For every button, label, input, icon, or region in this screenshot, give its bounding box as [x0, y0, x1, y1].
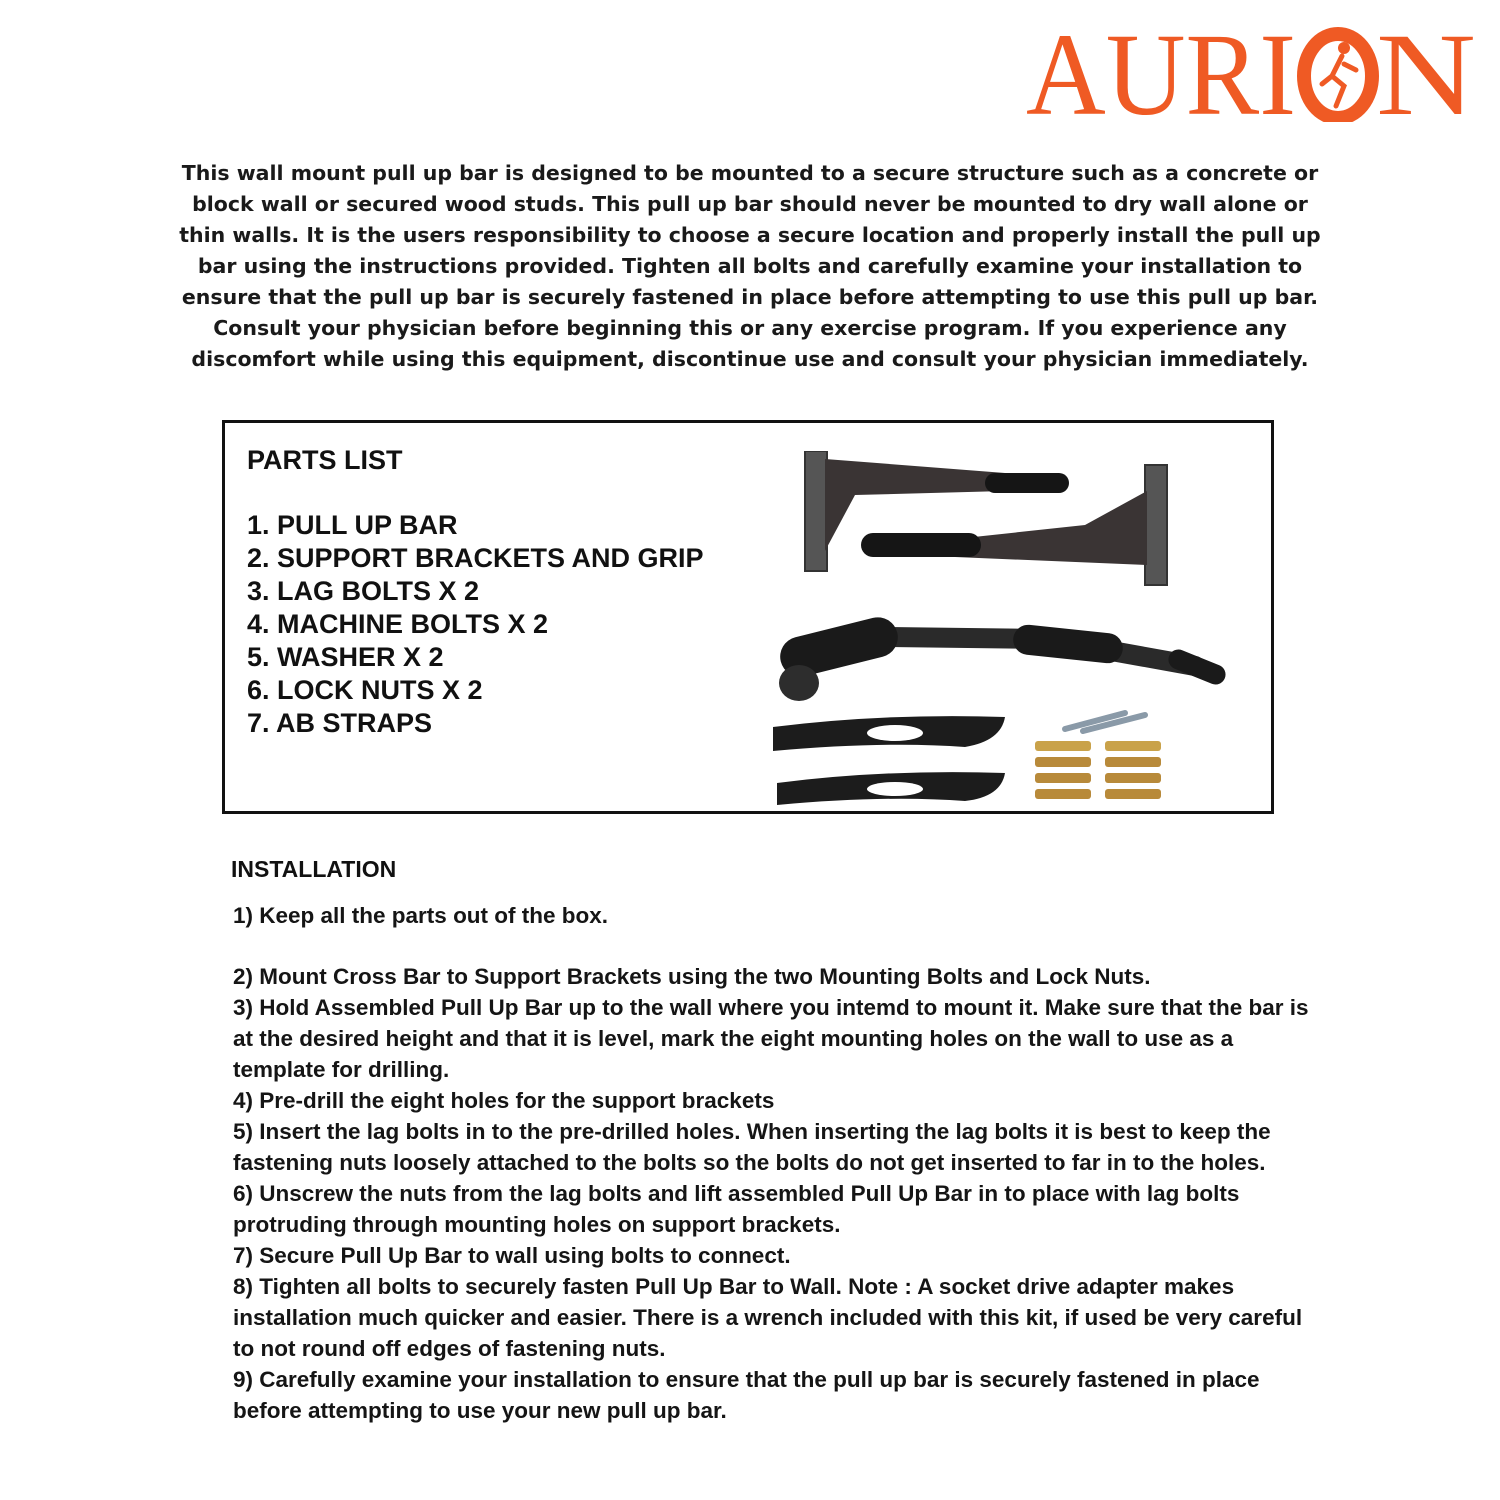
- list-item: 6. LOCK NUTS X 2: [247, 675, 483, 705]
- machine-bolts-icon: [1065, 713, 1145, 731]
- list-item: 9) Carefully examine your installation to ensure that the pull up bar is securely fastened in place before attempting to use your new pull up bar.: [233, 1367, 1260, 1423]
- list-item: 4) Pre-drill the eight holes for the support brackets: [233, 1088, 775, 1113]
- list-item: 4. MACHINE BOLTS X 2: [247, 609, 549, 639]
- list-item: 1. PULL UP BAR: [247, 510, 458, 540]
- aurion-logo: [1026, 14, 1478, 122]
- list-item: 1) Keep all the parts out of the box.: [233, 903, 609, 928]
- list-item: 7) Secure Pull Up Bar to wall using bolts to connect.: [233, 1243, 791, 1268]
- pull-up-bar-icon: [776, 613, 1229, 701]
- ab-strap-icon: [777, 772, 1005, 805]
- list-item: 8) Tighten all bolts to securely fasten Pull Up Bar to Wall. Note : A socket drive adapter makes installation much quicker and easier. There is a wrench included with this kit, if used be very careful to not round off edges of fastening nuts.: [233, 1274, 1303, 1361]
- ab-strap-icon: [773, 716, 1005, 751]
- installation-steps: [233, 900, 1323, 1426]
- list-item: 5) Insert the lag bolts in to the pre-drilled holes. When inserting the lag bolts it is best to keep the fastening nuts loosely attached to the bolts so the bolts do not get inserted to far in to the holes.: [233, 1119, 1271, 1175]
- installation-title: INSTALLATION: [231, 856, 397, 882]
- list-item: 2) Mount Cross Bar to Support Brackets using the two Mounting Bolts and Lock Nuts.: [233, 964, 1151, 989]
- parts-list: [247, 509, 704, 740]
- parts-illustration: [765, 451, 1255, 806]
- logo-o-figure-icon: [1304, 34, 1372, 118]
- list-item: 6) Unscrew the nuts from the lag bolts and lift assembled Pull Up Bar in to place with lag bolts protruding through mounting holes on support brackets.: [233, 1181, 1240, 1237]
- svg-text:AURI: AURI: [1026, 14, 1296, 122]
- parts-list-title: PARTS LIST: [247, 445, 403, 475]
- list-item: 3) Hold Assembled Pull Up Bar up to the wall where you intemd to mount it. Make sure that the bar is at the desired height and that it is level, mark the eight mounting holes on the wall to use as a template for drilling.: [233, 995, 1309, 1082]
- list-item: 5. WASHER X 2: [247, 642, 444, 672]
- list-item: 7. AB STRAPS: [247, 708, 433, 738]
- svg-text:N: N: [1376, 14, 1476, 122]
- parts-list-box: [222, 420, 1274, 814]
- lag-bolts-icon: [1035, 741, 1161, 799]
- safety-warning-text: This wall mount pull up bar is designed to be mounted to a secure structure such as a concrete or block wall or secured wood studs. This pull up bar should never be mounted to dry wall alone or thin walls. It is the users responsibility to choose a secure location and properly install the pull up bar using the instructions provided. Tighten all bolts and carefully examine your installation to ensure that the pull up bar is securely fastened in place before attempting to use this pull up bar. Consult your physician before beginning this or any exercise program. If you experience any discomfort while using this equipment, discontinue use and consult your physician immediately.: [179, 161, 1321, 371]
- list-item: 3. LAG BOLTS X 2: [247, 576, 480, 606]
- list-item: 2. SUPPORT BRACKETS AND GRIP: [247, 543, 704, 573]
